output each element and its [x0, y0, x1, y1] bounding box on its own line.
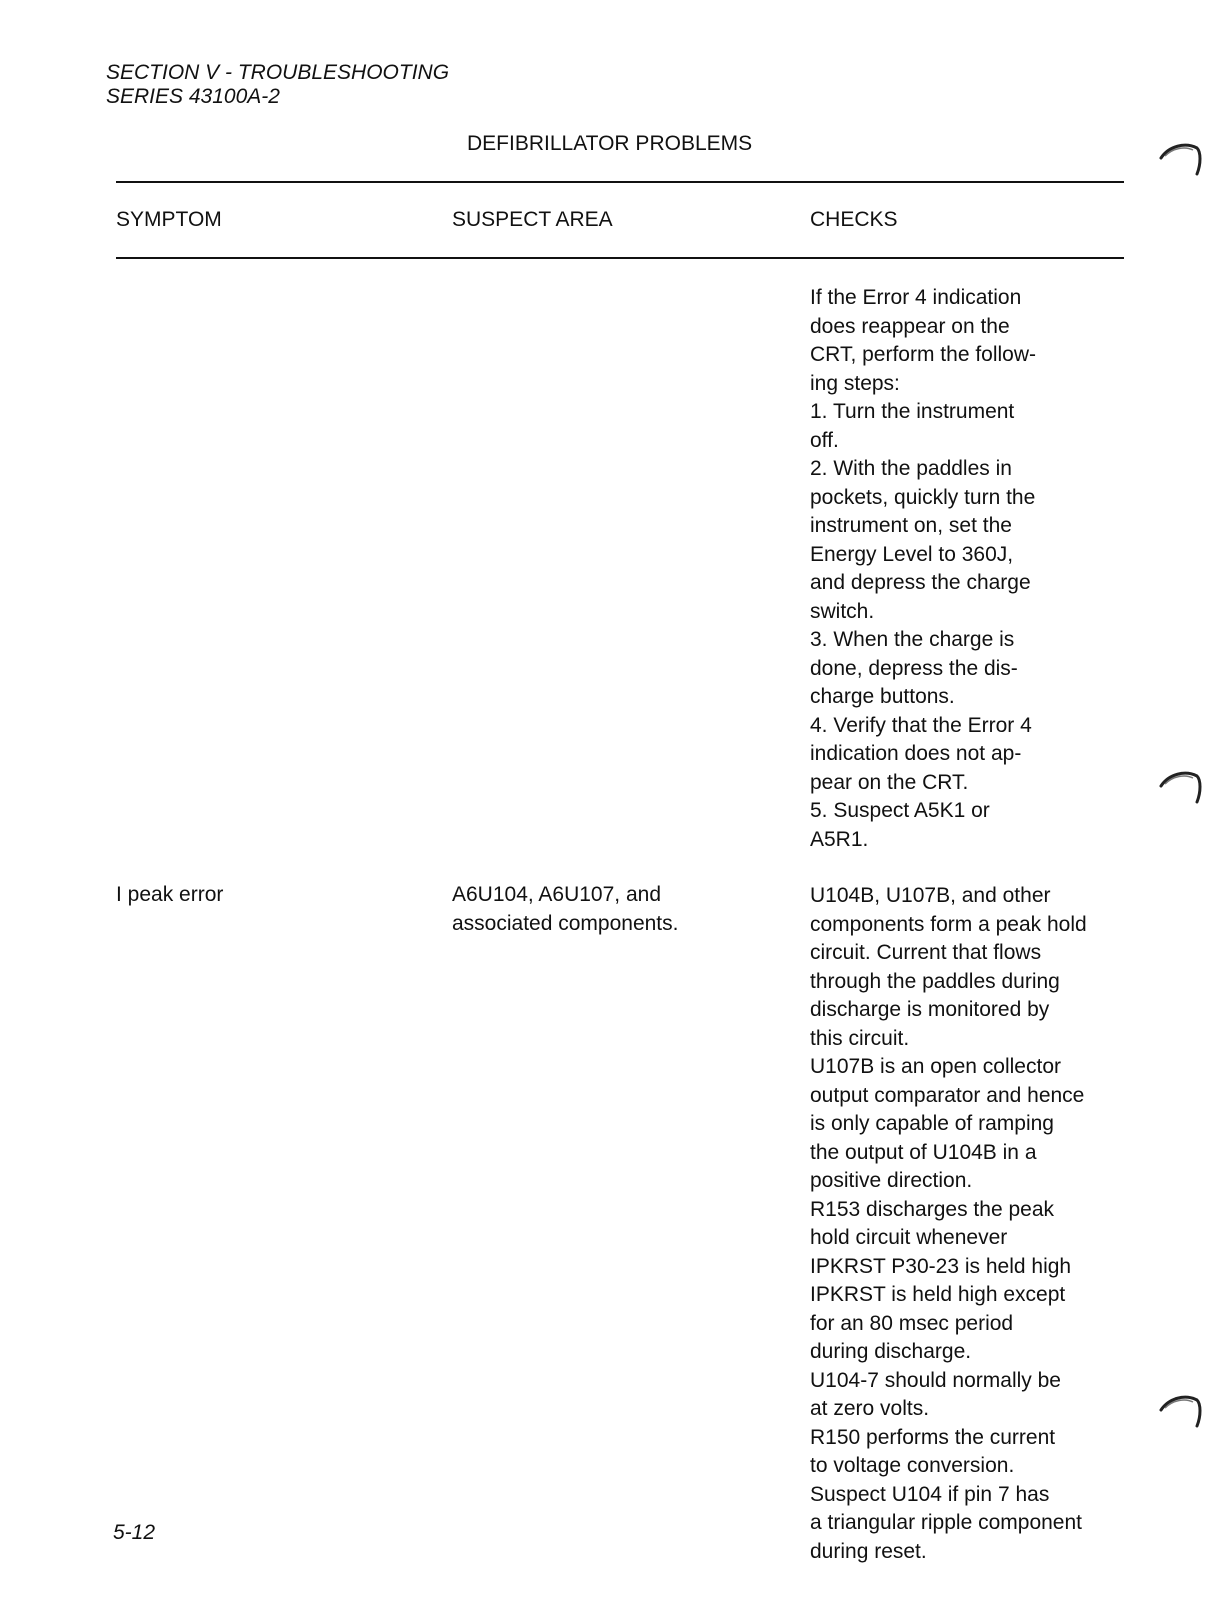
binding-hole-mark-icon: [1159, 140, 1203, 180]
table-top-rule: [116, 181, 1124, 183]
row-2-suspect-area: A6U104, A6U107, and associated components.: [452, 883, 679, 935]
row-2-symptom: I peak error: [116, 883, 224, 906]
column-header-suspect-area: SUSPECT AREA: [452, 208, 613, 231]
binding-hole-mark-icon: [1159, 768, 1203, 808]
row-1-checks: If the Error 4 indication does reappear on the CRT, perform the follow- ing steps: 1. Turn the instrument off. 2. With the paddles in pockets, quickly turn the instrument on, set the Energy Level to 360J, and depress the charge switch. 3. When the charge is done, depress the dis- charge buttons. 4. Verify that the Error 4 indication does not ap- pear on the CRT. 5. Suspect A5K1 or A5R1.: [810, 286, 1037, 851]
page-number: 5-12: [113, 1521, 156, 1544]
table-header-rule: [116, 257, 1124, 259]
series-header: SERIES 43100A-2: [106, 85, 280, 108]
column-header-checks: CHECKS: [810, 208, 898, 231]
section-header: SECTION V - TROUBLESHOOTING: [106, 61, 450, 84]
binding-hole-mark-icon: [1159, 1392, 1203, 1432]
row-2-checks: U104B, U107B, and other components form a peak hold circuit. Current that flows through the paddles during discharge is monitored by this circuit. U107B is an open collector output comparator and hence is only capable of ramping the output of U104B in a positive direction. R153 discharges the peak hold circuit whenever IPKRST P30-23 is held high IPKRST is held high except for an 80 msec period during discharge. U104-7 should normally be at zero volts. R150 performs the current to voltage conversion. Suspect U104 if pin 7 has a triangular ripple component during reset.: [810, 884, 1087, 1563]
column-header-symptom: SYMPTOM: [116, 208, 222, 231]
page-title: DEFIBRILLATOR PROBLEMS: [467, 132, 753, 155]
